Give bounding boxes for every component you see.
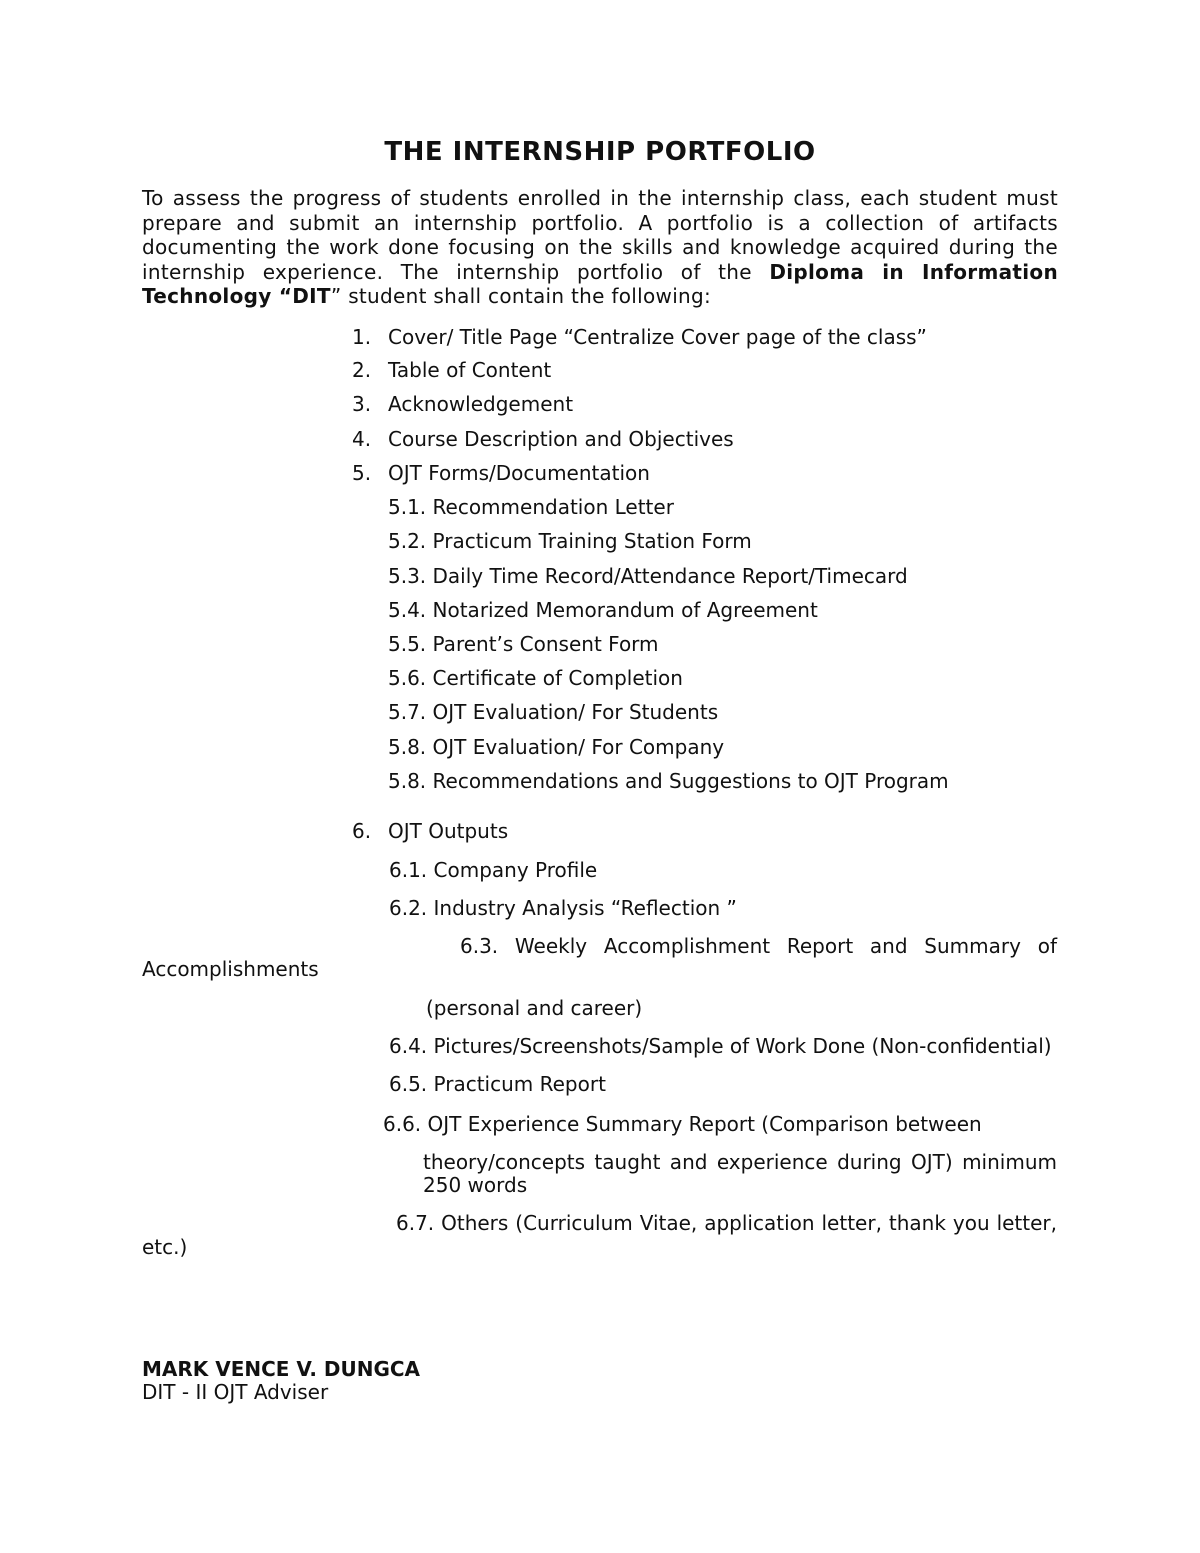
signatory-role: DIT - II OJT Adviser: [142, 1380, 329, 1404]
list-number: 6.: [352, 819, 372, 843]
list-label: Acknowledgement: [388, 392, 574, 416]
sublist-item-6-2: 6.2. Industry Analysis “Reflection ”: [389, 896, 737, 920]
signatory-name: MARK VENCE V. DUNGCA: [142, 1357, 421, 1381]
list-item-4: [352, 427, 734, 451]
list-item-3: [352, 392, 574, 416]
intro-program-name: Diploma in Information Technology “DIT: [142, 259, 1058, 309]
sublist-item-6-6-end: 250 words: [423, 1173, 528, 1197]
document-title: THE INTERNSHIP PORTFOLIO: [384, 137, 816, 167]
sublist-item-6-7: 6.7. Others (Curriculum Vitae, application letter, thank you letter,: [396, 1211, 1057, 1235]
intro-text-end: ” student shall contain the following:: [330, 284, 712, 309]
sublist-item-5-1: 5.1. Recommendation Letter: [388, 495, 674, 519]
sublist-item-5-8b: 5.8. Recommendations and Suggestions to OJT Program: [388, 769, 949, 793]
list-number: 1.: [352, 325, 372, 349]
sublist-item-5-2: 5.2. Practicum Training Station Form: [388, 529, 752, 553]
sublist-item-6-4: 6.4. Pictures/Screenshots/Sample of Work Done (Non-confidential): [389, 1034, 1052, 1058]
sublist-item-5-8: 5.8. OJT Evaluation/ For Company: [388, 735, 725, 759]
sublist-item-5-6: 5.6. Certificate of Completion: [388, 666, 683, 690]
intro-text: To assess the progress of students enrolled in the internship class, each student must prepare and submit an internship portfolio. A portfolio is a collection of artifacts documenting the work done focusing on the skills and knowledge acquired during the internship experience. The internship portfolio of the: [142, 186, 1058, 284]
sublist-item-6-6: 6.6. OJT Experience Summary Report (Comparison between: [383, 1112, 982, 1136]
list-item-5: [352, 461, 650, 485]
intro-paragraph: [142, 186, 1058, 309]
sublist-item-6-5: 6.5. Practicum Report: [389, 1072, 606, 1096]
list-label: OJT Forms/Documentation: [388, 461, 650, 485]
sublist-item-6-1: 6.1. Company Profile: [389, 858, 598, 882]
list-label: Table of Content: [388, 358, 552, 382]
list-number: 5.: [352, 461, 372, 485]
sublist-item-5-3: 5.3. Daily Time Record/Attendance Report/Timecard: [388, 564, 908, 588]
list-item-2: [352, 358, 552, 382]
sublist-item-6-7-continued: etc.): [142, 1235, 188, 1259]
list-number: 2.: [352, 358, 372, 382]
sublist-item-6-3-continued: Accomplishments: [142, 957, 319, 981]
sublist-item-5-5: 5.5. Parent’s Consent Form: [388, 632, 659, 656]
list-number: 3.: [352, 392, 372, 416]
sublist-item-6-6-continued: theory/concepts taught and experience during OJT) minimum: [423, 1150, 1057, 1174]
list-item-1: [352, 325, 927, 349]
sublist-item-5-7: 5.7. OJT Evaluation/ For Students: [388, 700, 719, 724]
sublist-item-6-3: 6.3. Weekly Accomplishment Report and Summary of: [460, 934, 1057, 958]
list-label: Course Description and Objectives: [388, 427, 734, 451]
list-label: Cover/ Title Page “Centralize Cover page of the class”: [388, 325, 927, 349]
sublist-item-5-4: 5.4. Notarized Memorandum of Agreement: [388, 598, 818, 622]
sublist-item-6-3-note: (personal and career): [426, 996, 643, 1020]
list-item-6: [352, 819, 509, 843]
list-number: 4.: [352, 427, 372, 451]
list-label: OJT Outputs: [388, 819, 509, 843]
